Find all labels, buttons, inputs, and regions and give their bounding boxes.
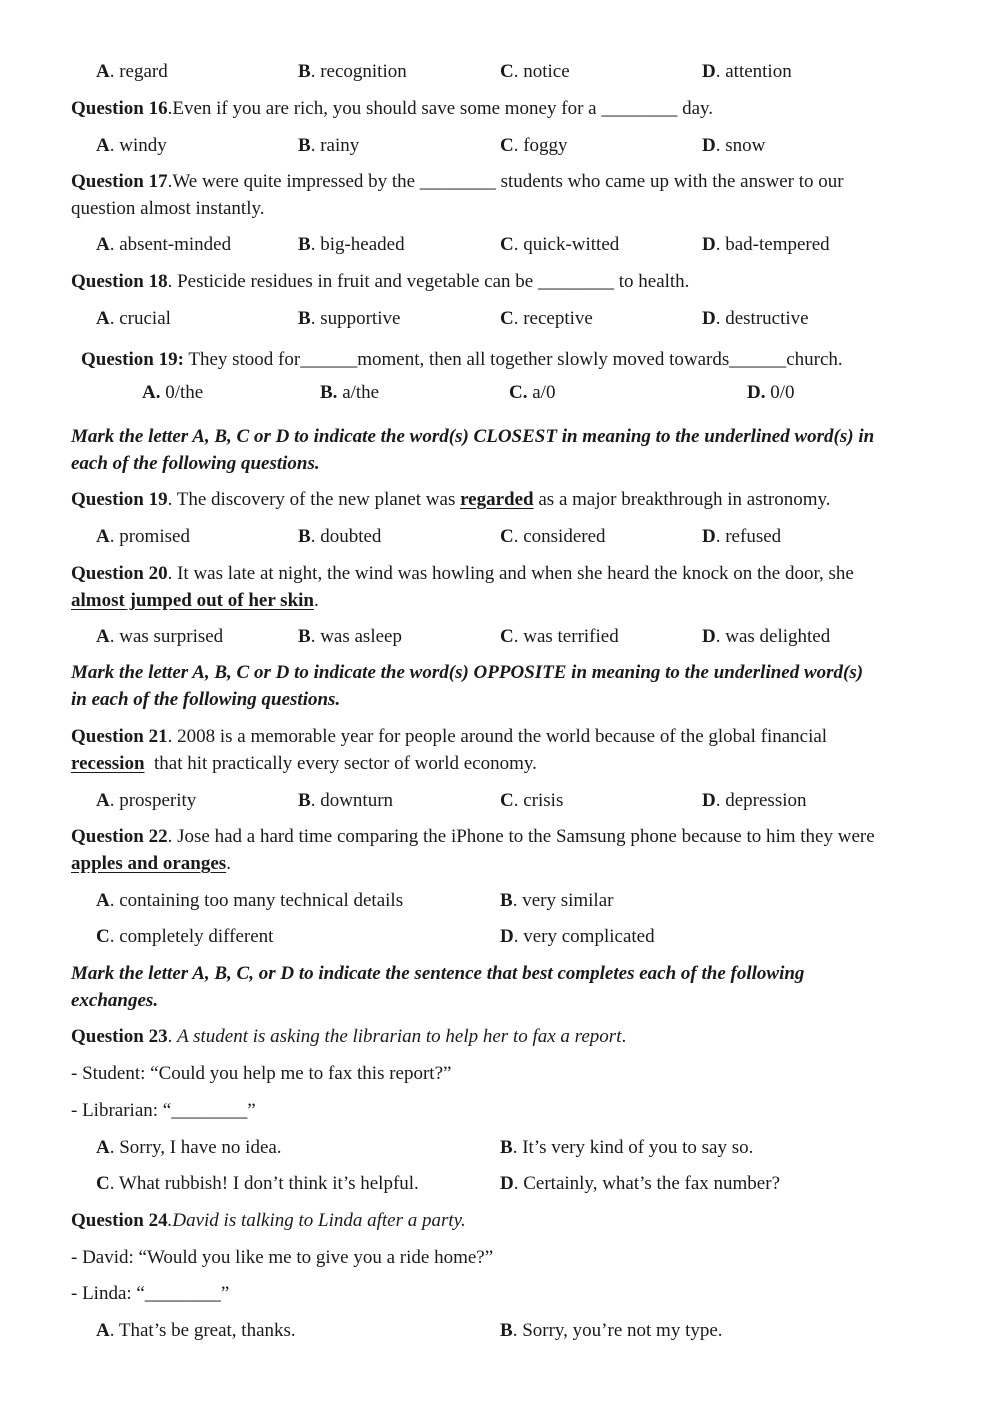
q19b-option-b[interactable]: B. doubted	[298, 526, 382, 547]
instruction-closest-line1: Mark the letter A, B, C or D to indicate the word(s) CLOSEST in meaning to the underlined word(s) in	[71, 426, 875, 447]
q16-label: Question 16	[71, 98, 168, 119]
q21-label: Question 21	[71, 726, 168, 747]
q22-stem: Question 22. Jose had a hard time comparing the iPhone to the Samsung phone because to him they were	[71, 826, 875, 847]
q19b-stem: Question 19. The discovery of the new planet was regarded as a major breakthrough in astronomy.	[71, 489, 831, 510]
q20-label: Question 20	[71, 563, 168, 584]
q21-option-b[interactable]: B. downturn	[298, 790, 394, 811]
q22-option-b[interactable]: B. very similar	[500, 890, 614, 911]
q20-stem: Question 20. It was late at night, the wind was howling and when she heard the knock on the door, she	[71, 563, 854, 584]
q19b-option-d[interactable]: D. refused	[702, 526, 782, 547]
q23-dialogue-librarian: - Librarian: “________”	[71, 1100, 256, 1121]
q15-option-d[interactable]: D. attention	[702, 61, 792, 82]
q22-option-a[interactable]: A. containing too many technical details	[96, 890, 404, 911]
q20-option-a[interactable]: A. was surprised	[96, 626, 224, 647]
q23-option-b[interactable]: B. It’s very kind of you to say so.	[500, 1137, 754, 1158]
q19a-option-a[interactable]: A. 0/the	[142, 382, 204, 403]
q24-dialogue-linda: - Linda: “________”	[71, 1283, 230, 1304]
q17-stem: Question 17.We were quite impressed by the ________ students who came up with the answer to our	[71, 171, 844, 192]
q17-option-c[interactable]: C. quick-witted	[500, 234, 620, 255]
q15-option-c[interactable]: C. notice	[500, 61, 570, 82]
q15-option-b[interactable]: B. recognition	[298, 61, 407, 82]
q19a-label: Question 19:	[81, 349, 184, 370]
q19b-label: Question 19	[71, 489, 168, 510]
q18-option-d[interactable]: D. destructive	[702, 308, 809, 329]
q20-underlined-phrase: almost jumped out of her skin	[71, 590, 314, 611]
q19b-option-c[interactable]: C. considered	[500, 526, 606, 547]
instruction-exchange-line1: Mark the letter A, B, C, or D to indicate the sentence that best completes each of the following	[71, 963, 805, 984]
q23-context: A student is asking the librarian to help her to fax a report	[177, 1026, 622, 1047]
instruction-closest-line2: each of the following questions.	[71, 453, 320, 474]
q23-option-a[interactable]: A. Sorry, I have no idea.	[96, 1137, 282, 1158]
q19b-option-a[interactable]: A. promised	[96, 526, 190, 547]
q19a-option-b[interactable]: B. a/the	[320, 382, 380, 403]
q17-option-d[interactable]: D. bad-tempered	[702, 234, 830, 255]
q18-option-b[interactable]: B. supportive	[298, 308, 401, 329]
q22-underlined-phrase: apples and oranges	[71, 853, 227, 874]
q17-stem-line2: question almost instantly.	[71, 198, 265, 219]
q22-option-d[interactable]: D. very complicated	[500, 926, 655, 947]
q18-stem: Question 18. Pesticide residues in fruit and vegetable can be ________ to health.	[71, 271, 690, 292]
q22-stem-line2: apples and oranges.	[71, 853, 231, 874]
q18-label: Question 18	[71, 271, 168, 292]
q22-option-c[interactable]: C. completely different	[96, 926, 274, 947]
q24-context: .David is talking to Linda after a party.	[167, 1210, 466, 1231]
q19b-underlined-word: regarded	[460, 489, 534, 510]
q23-option-d[interactable]: D. Certainly, what’s the fax number?	[500, 1173, 781, 1194]
q17-label: Question 17	[71, 171, 168, 192]
q20-option-d[interactable]: D. was delighted	[702, 626, 831, 647]
q21-underlined-word: recession	[71, 753, 145, 774]
q19a-stem: Question 19: They stood for______moment, then all together slowly moved towards______church.	[81, 349, 843, 370]
q20-stem-line2: almost jumped out of her skin.	[71, 590, 319, 611]
instruction-opposite-line2: in each of the following questions.	[71, 689, 341, 710]
q22-label: Question 22	[71, 826, 168, 847]
q23-dialogue-student: - Student: “Could you help me to fax this report?”	[71, 1063, 452, 1084]
q16-option-c[interactable]: C. foggy	[500, 135, 568, 156]
q17-option-a[interactable]: A. absent-minded	[96, 234, 232, 255]
q16-option-a[interactable]: A. windy	[96, 135, 167, 156]
q23-option-c[interactable]: C. What rubbish! I don’t think it’s helpful.	[96, 1173, 419, 1194]
q16-stem: Question 16.Even if you are rich, you should save some money for a ________ day.	[71, 98, 714, 119]
instruction-exchange-line2: exchanges.	[71, 990, 159, 1011]
q24-option-b[interactable]: B. Sorry, you’re not my type.	[500, 1320, 723, 1341]
q21-option-a[interactable]: A. prosperity	[96, 790, 197, 811]
q21-option-d[interactable]: D. depression	[702, 790, 807, 811]
q20-option-b[interactable]: B. was asleep	[298, 626, 402, 647]
q20-option-c[interactable]: C. was terrified	[500, 626, 619, 647]
q19a-option-c[interactable]: C. a/0	[509, 382, 556, 403]
q15-option-a[interactable]: A. regard	[96, 61, 168, 82]
q24-option-a[interactable]: A. That’s be great, thanks.	[96, 1320, 296, 1341]
q21-stem: Question 21. 2008 is a memorable year for people around the world because of the global financial	[71, 726, 828, 747]
instruction-opposite-line1: Mark the letter A, B, C or D to indicate the word(s) OPPOSITE in meaning to the underlined word(s)	[71, 662, 864, 683]
q16-option-b[interactable]: B. rainy	[298, 135, 360, 156]
q23-label: Question 23	[71, 1026, 168, 1047]
q21-stem-line2: recession that hit practically every sector of world economy.	[71, 753, 537, 774]
q24-stem	[71, 1209, 466, 1233]
q21-option-c[interactable]: C. crisis	[500, 790, 564, 811]
q18-option-c[interactable]: C. receptive	[500, 308, 593, 329]
q17-option-b[interactable]: B. big-headed	[298, 234, 405, 255]
q16-option-d[interactable]: D. snow	[702, 135, 766, 156]
q24-label: Question 24	[71, 1210, 168, 1231]
q19a-option-d[interactable]: D. 0/0	[747, 382, 795, 403]
q24-dialogue-david: - David: “Would you like me to give you a ride home?”	[71, 1247, 494, 1268]
q23-stem: Question 23. A student is asking the librarian to help her to fax a report.	[71, 1026, 627, 1047]
q18-option-a[interactable]: A. crucial	[96, 308, 171, 329]
